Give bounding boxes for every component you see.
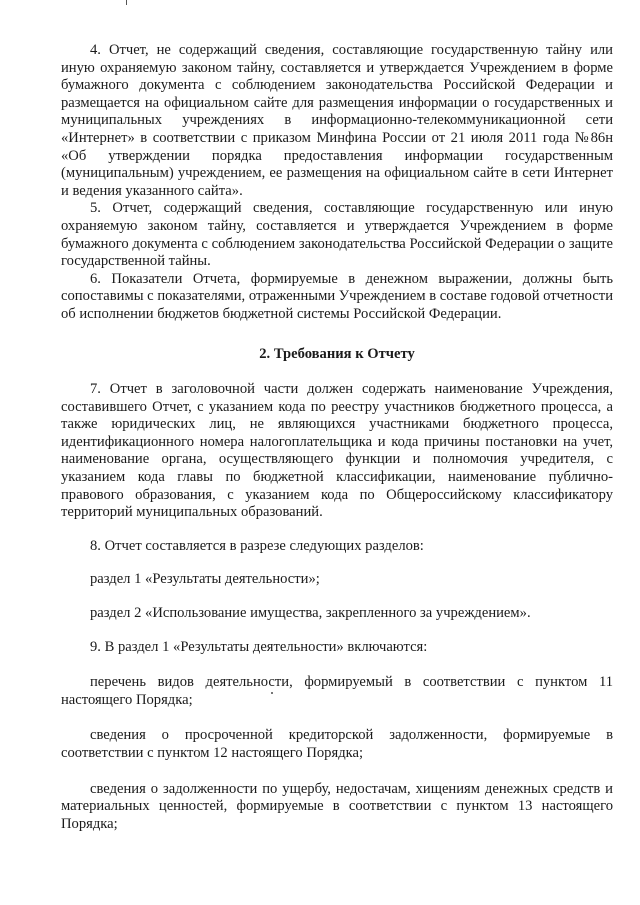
paragraph-4: 4. Отчет, не содержащий сведения, составляющие государственную тайну или иную охраняемую законом тайну, составляется и утверждается Учреждением в форме бумажного документа с соблюдением законодательства Российской Федерации и размещается на официальном сайте для размещения информации о государственных и муниципальных учреждениях в информационно-телекоммуникационной сети «Интернет» в соответствии с приказом Минфина России от 21 июля 2011 года №86н «Об утверждении порядка предоставления информации государственным (муниципальным) учреждением, ее размещения на официальном сайте в сети Интернет и ведения указанного сайта». xyxy=(61,42,613,199)
paragraph-6: 6. Показатели Отчета, формируемые в денежном выражении, должны быть сопоставимы с показателями, отраженными Учреждением в составе годовой отчетности об исполнении бюджетов бюджетной системы Российской Федерации. xyxy=(61,270,613,322)
page-edge-mark xyxy=(126,0,127,5)
included-item-1: перечень видов деятельности, формируемый в соответствии с пунктом 11 настоящего Порядка; xyxy=(61,674,613,708)
paragraph-5: 5. Отчет, содержащий сведения, составляющие государственную или иную охраняемую законом тайну, составляется и утверждается Учреждением в форме бумажного документа с соблюдением законодательства Российской Федерации о защите государственной тайны. xyxy=(61,200,613,270)
section-heading: 2. Требования к Отчету xyxy=(259,345,415,362)
included-item-2: сведения о просроченной кредиторской задолженности, формируемые в соответствии с пунктом 12 настоящего Порядка; xyxy=(61,727,613,761)
document-body xyxy=(61,42,613,833)
paragraph-7: 7. Отчет в заголовочной части должен содержать наименование Учреждения, составившего Отчет, с указанием кода по реестру участников бюджетного процесса, а также юридических лиц, не являющихся участниками бюджетного процесса, идентификационного номера налогоплательщика и кода причины постановки на учет, наименование органа, осуществляющего функции и полномочия учредителя, с указанием кода главы по бюджетной классификации, наименование публично-правового образования, с указанием кода по Общероссийскому классификатору территорий муниципальных образований. xyxy=(61,381,613,521)
paragraph-8: 8. Отчет составляется в разрезе следующих разделов: xyxy=(90,537,424,554)
section-list-item-2: раздел 2 «Использование имущества, закрепленного за учреждением». xyxy=(90,605,531,622)
section-list-item-1: раздел 1 «Результаты деятельности»; xyxy=(90,571,320,588)
paragraph-9: 9. В раздел 1 «Результаты деятельности» включаются: xyxy=(90,638,428,655)
included-item-3: сведения о задолженности по ущербу, недостачам, хищениям денежных средств и материальных ценностей, формируемые в соответствии с пунктом 13 настоящего Порядка; xyxy=(61,780,613,832)
